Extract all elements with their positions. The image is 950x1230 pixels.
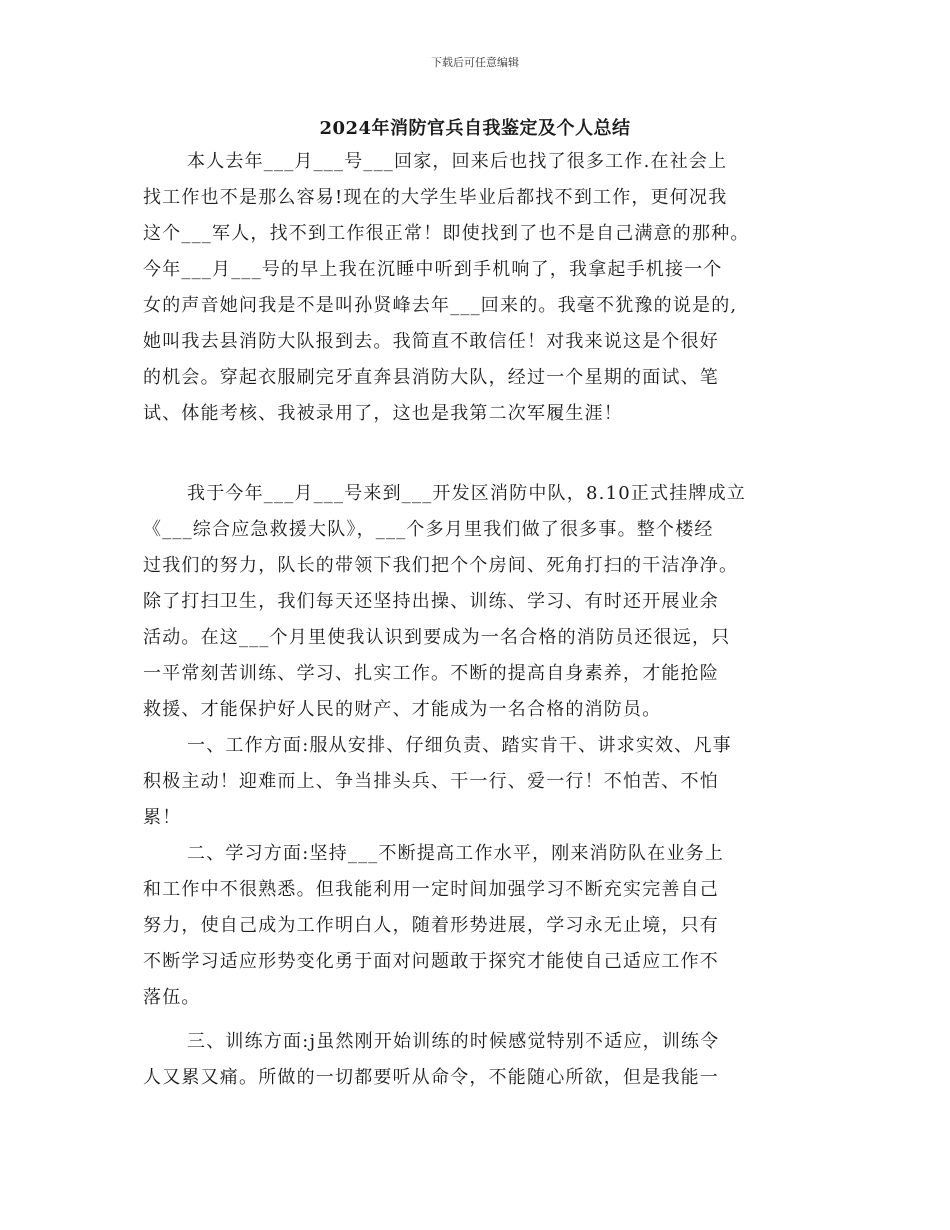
paragraph-line: 一平常刻苦训练、学习、扎实工作。不断的提高自身素养，才能抢险	[143, 663, 719, 684]
document-title: 2024年消防官兵自我鉴定及个人总结	[319, 118, 631, 139]
paragraph-line: 我于今年___月___号来到___开发区消防中队，8.10正式挂牌成立	[187, 483, 747, 504]
paragraph-line: 累！	[143, 807, 182, 828]
paragraph-line: 本人去年___月___号___回家，回来后也找了很多工作.在社会上	[187, 151, 728, 172]
paragraph-line: 除了打扫卫生，我们每天还坚持出操、训练、学习、有时还开展业余	[143, 591, 719, 612]
paragraph-line: 努力，使自己成为工作明白人，随着形势进展，学习永无止境，只有	[143, 915, 719, 936]
header-note: 下载后可任意编辑	[431, 56, 519, 69]
paragraph-line: 一、工作方面:服从安排、仔细负责、踏实肯干、讲求实效、凡事	[187, 735, 732, 756]
paragraph-line: 她叫我去县消防大队报到去。我简直不敢信任！对我来说这是个很好	[143, 331, 719, 352]
paragraph-line: 试、体能考核、我被录用了，这也是我第二次军履生涯！	[143, 403, 623, 424]
paragraph-line: 三、训练方面:j虽然刚开始训练的时候感觉特别不适应，训练令	[187, 1031, 720, 1052]
paragraph-line: 人又累又痛。所做的一切都要听从命令，不能随心所欲，但是我能一	[143, 1067, 719, 1088]
paragraph-line: 和工作中不很熟悉。但我能利用一定时间加强学习不断充实完善自己	[143, 879, 719, 900]
paragraph-line: 的机会。穿起衣服刷完牙直奔县消防大队，经过一个星期的面试、笔	[143, 367, 719, 388]
paragraph-line: 活动。在这___个月里使我认识到要成为一名合格的消防员还很远，只	[143, 627, 731, 648]
paragraph-line: 救援、才能保护好人民的财产、才能成为一名合格的消防员。	[143, 699, 662, 720]
paragraph-line: 这个___军人，找不到工作很正常！即使找到了也不是自己满意的那种。	[143, 223, 750, 244]
paragraph-line: 积极主动！迎难而上、争当排头兵、干一行、爱一行！不怕苦、不怕	[143, 771, 719, 792]
paragraph-line: 找工作也不是那么容易!现在的大学生毕业后都找不到工作，更何况我	[143, 187, 728, 208]
paragraph-line: 二、学习方面:坚持___不断提高工作水平，刚来消防队在业务上	[187, 843, 725, 864]
paragraph-line: 落伍。	[143, 987, 201, 1008]
paragraph-line: 不断学习适应形势变化勇于面对问题敢于探究才能使自己适应工作不	[143, 951, 719, 972]
paragraph-line: 今年___月___号的早上我在沉睡中听到手机响了，我拿起手机接一个	[143, 259, 723, 280]
paragraph-line: 《___综合应急救援大队》，___个多月里我们做了很多事。整个楼经	[143, 519, 714, 540]
paragraph-line: 过我们的努力，队长的带领下我们把个个房间、死角打扫的干洁净净。	[143, 555, 739, 576]
paragraph-line: 女的声音她问我是不是叫孙贤峰去年___回来的。我毫不犹豫的说是的,	[143, 295, 738, 316]
